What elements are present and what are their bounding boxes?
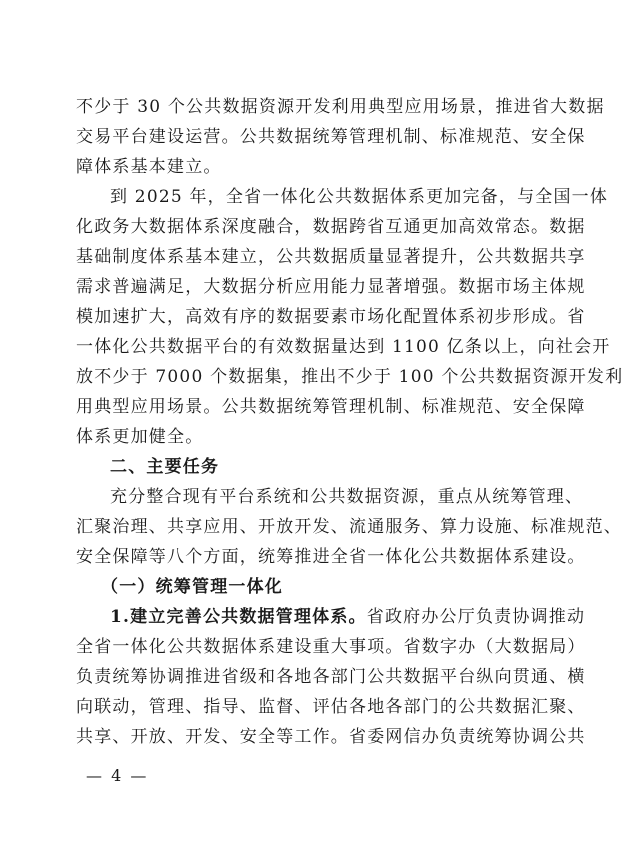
paragraph-line: 用典型应用场景。公共数据统筹管理机制、标准规范、安全保障 [76,397,586,417]
paragraph-line: 汇聚治理、共享应用、开放开发、流通服务、算力设施、标准规范、 [76,517,622,537]
section-heading: 二、主要任务 [110,457,220,477]
paragraph-line: 到 2025 年，全省一体化公共数据体系更加完备，与全国一体 [110,187,609,207]
document-body [76,92,623,752]
paragraph-line: 共享、开放、开发、安全等工作。省委网信办负责统筹协调公共 [76,727,586,747]
paragraph-line: 放不少于 7000 个数据集，推出不少于 100 个公共数据资源开发利 [76,367,623,387]
paragraph-line: 一体化公共数据平台的有效数据量达到 1100 亿条以上，向社会开 [76,337,611,357]
subsection-heading: （一）统筹管理一体化 [101,577,283,597]
item-lead: 1.建立完善公共数据管理体系。 [110,607,367,627]
paragraph-line: 不少于 30 个公共数据资源开发利用典型应用场景，推进省大数据 [76,97,605,117]
paragraph-line: 基础制度体系基本建立，公共数据质量显著提升，公共数据共享 [76,247,586,267]
paragraph-line: 充分整合现有平台系统和公共数据资源，重点从统筹管理、 [110,487,584,507]
paragraph-line: 模加速扩大，高效有序的数据要素市场化配置体系初步形成。省 [76,307,586,327]
item-line [76,602,586,632]
paragraph-line: 负责统筹协调推进省级和各地各部门公共数据平台纵向贯通、横 [76,667,586,687]
item-text: 省政府办公厅负责协调推动 [366,607,586,627]
paragraph-line: 全省一体化公共数据体系建设重大事项。省数字办（大数据局） [76,637,586,657]
paragraph-line: 障体系基本建立。 [76,157,222,177]
paragraph-line: 需求普遍满足，大数据分析应用能力显著增强。数据市场主体规 [76,277,586,297]
paragraph-line: 交易平台建设运营。公共数据统筹管理机制、标准规范、安全保 [76,127,586,147]
paragraph-line: 向联动，管理、指导、监督、评估各地各部门的公共数据汇聚、 [76,697,586,717]
paragraph-line: 化政务大数据体系深度融合，数据跨省互通更加高效常态。数据 [76,217,586,237]
paragraph-line: 安全保障等八个方面，统筹推进全省一体化公共数据体系建设。 [76,547,586,567]
paragraph-line: 体系更加健全。 [76,427,204,447]
page-number: — 4 — [86,766,149,785]
